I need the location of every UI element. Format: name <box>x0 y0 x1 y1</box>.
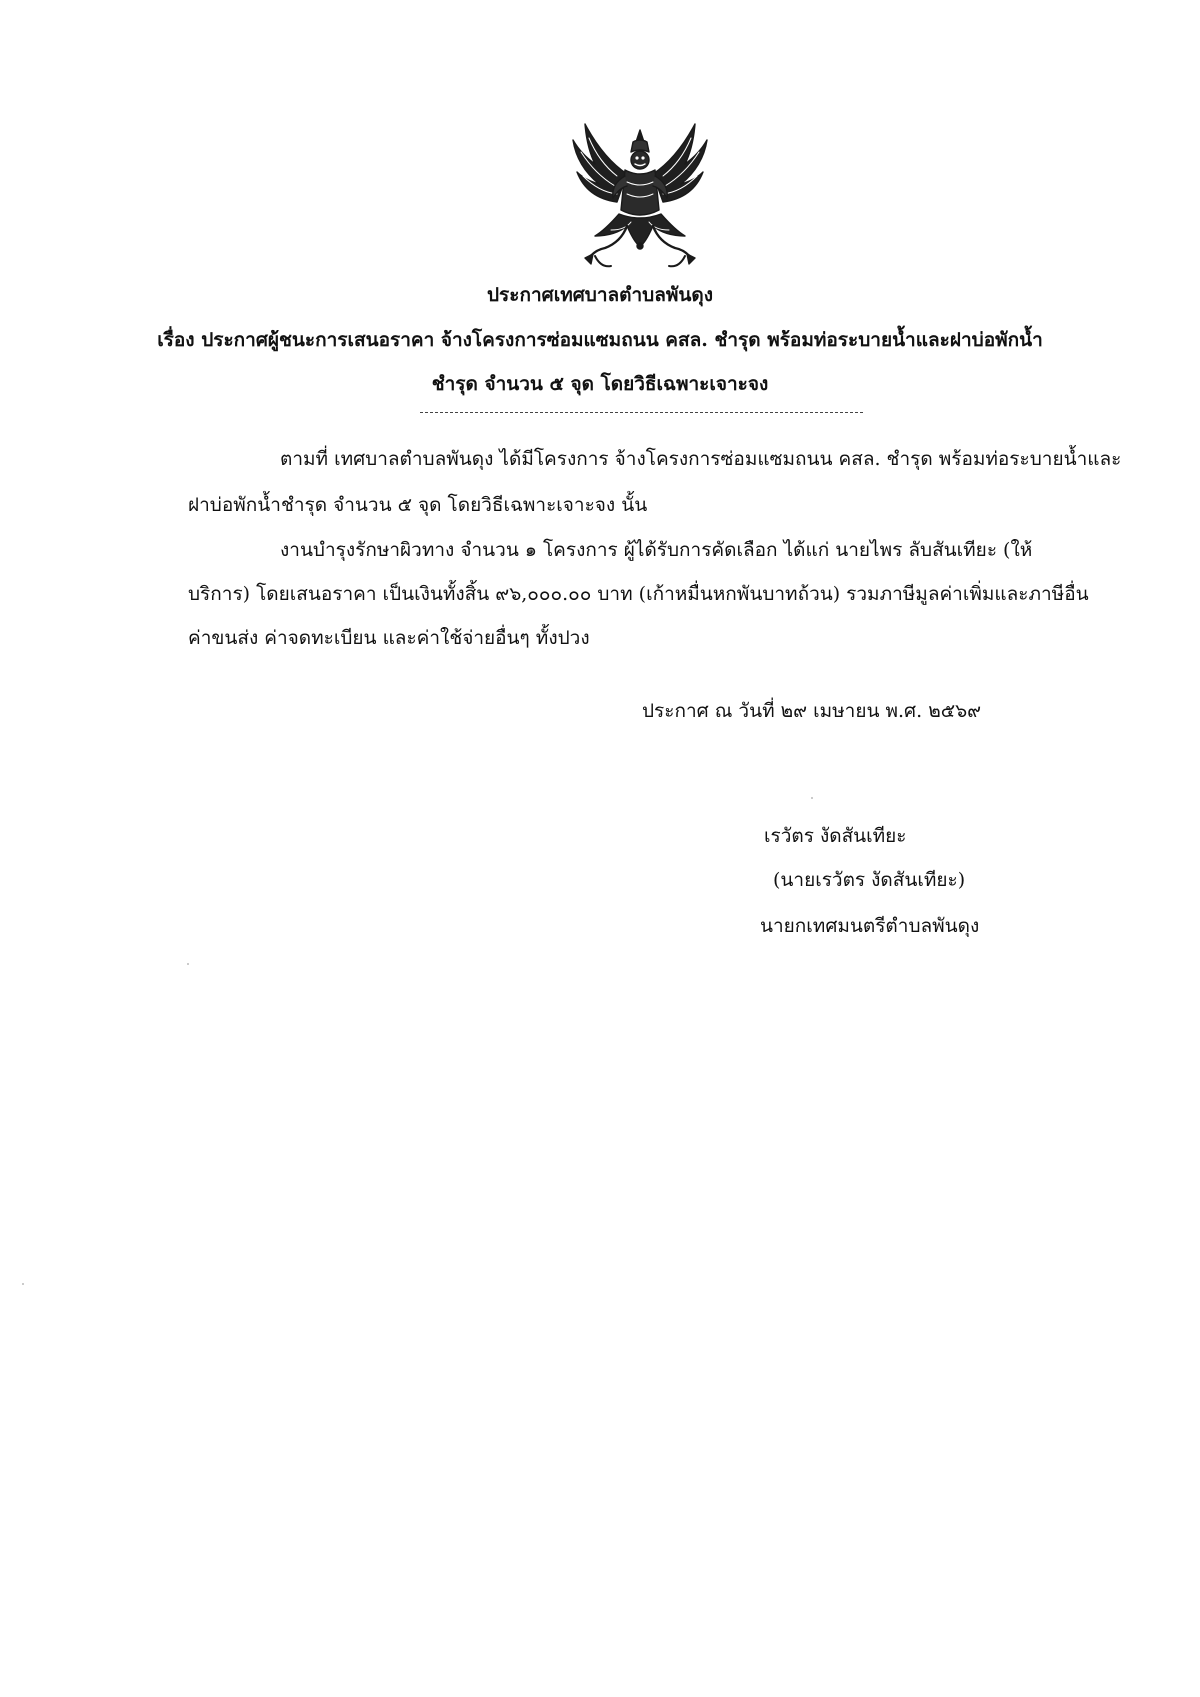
paragraph-1-line-2: ฝาบ่อพักน้ำชำรุด จำนวน ๕ จุด โดยวิธีเฉพาะเจาะจง นั้น <box>188 494 648 516</box>
signatory-printed-name: (นายเรวัตร งัดสันเทียะ) <box>773 869 966 891</box>
scan-speck <box>811 797 813 799</box>
subject-line-2: ชำรุด จำนวน ๕ จุด โดยวิธีเฉพาะเจาะจง <box>431 373 769 395</box>
signature-name: เรวัตร งัดสันเทียะ <box>764 825 907 847</box>
announcement-date: ประกาศ ณ วันที่ ๒๙ เมษายน พ.ศ. ๒๕๖๙ <box>642 700 982 722</box>
paragraph-1-line-1: ตามที่ เทศบาลตำบลพันดุง ได้มีโครงการ จ้างโครงการซ่อมแซมถนน คสล. ชำรุด พร้อมท่อระบายน้ำและ <box>280 448 1122 470</box>
signatory-position: นายกเทศมนตรีตำบลพันดุง <box>760 915 980 937</box>
scan-speck <box>22 1283 24 1285</box>
paragraph-2-line-2: บริการ) โดยเสนอราคา เป็นเงินทั้งสิ้น ๙๖,๐๐๐.๐๐ บาท (เก้าหมื่นหกพันบาทถ้วน) รวมภาษีมูลค่าเพิ่มและภาษีอื่น <box>188 583 1089 605</box>
separator-line <box>420 412 863 413</box>
paragraph-2-line-1: งานบำรุงรักษาผิวทาง จำนวน ๑ โครงการ ผู้ได้รับการคัดเลือก ได้แก่ นายไพร ลับสันเทียะ (ให้ <box>280 539 1033 561</box>
scan-speck <box>187 963 189 965</box>
paragraph-2-line-3: ค่าขนส่ง ค่าจดทะเบียน และค่าใช้จ่ายอื่นๆ ทั้งปวง <box>188 627 590 649</box>
document-title: ประกาศเทศบาลตำบลพันดุง <box>487 284 713 306</box>
garuda-emblem-icon <box>565 118 715 278</box>
subject-line-1: เรื่อง ประกาศผู้ชนะการเสนอราคา จ้างโครงการซ่อมแซมถนน คสล. ชำรุด พร้อมท่อระบายน้ำและฝาบ่อพักน้ำ <box>157 329 1043 351</box>
